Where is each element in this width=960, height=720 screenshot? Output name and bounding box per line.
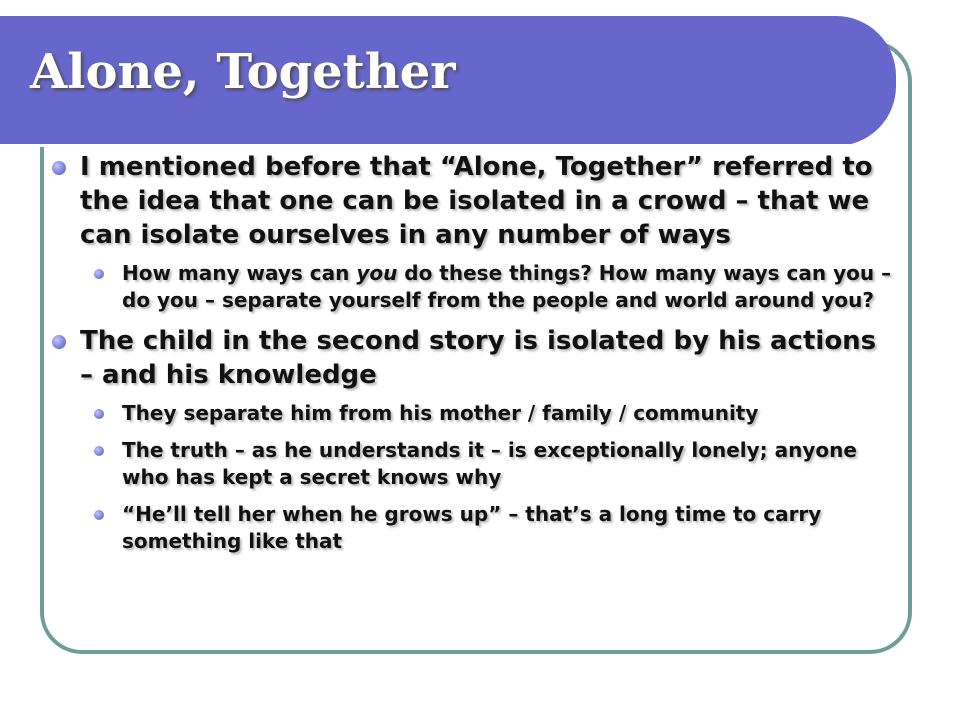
bullet-dot-icon [94,446,104,456]
bullet-text: The child in the second story is isolated by his actions – and his knowledge [80,326,877,390]
bullet-item [48,150,898,252]
sub-bullet-text: “He’ll tell her when he grows up” – that’s a long time to carry something like that [122,502,822,553]
bullet-dot-icon [94,269,104,279]
sub-bullet-item [48,501,898,555]
emphasis-text: you [356,261,398,285]
sub-bullet-item [48,260,898,314]
text-run: do these things? How many ways can you – do you – separate yourself from the people and world around you? [122,261,892,312]
sub-bullet-text [122,260,898,314]
sub-bullet-text: The truth – as he understands it – is exceptionally lonely; anyone who has kept a secret knows why [122,438,857,489]
bullet-item [48,324,898,392]
slide-content [48,150,898,565]
bullet-dot-icon [94,510,104,520]
bullet-dot-icon [52,335,66,349]
slide-title: Alone, Together [30,44,456,100]
sub-bullet-item [48,400,898,427]
bullet-dot-icon [52,161,66,175]
text-run: How many ways can [122,261,357,285]
sub-bullet-text: They separate him from his mother / family / community [122,401,759,425]
sub-bullet-item [48,437,898,491]
bullet-dot-icon [94,409,104,419]
bullet-text: I mentioned before that “Alone, Together” referred to the idea that one can be isolated in a crowd – that we can isolate ourselves in any number of ways [80,152,873,250]
title-underline [0,144,850,147]
